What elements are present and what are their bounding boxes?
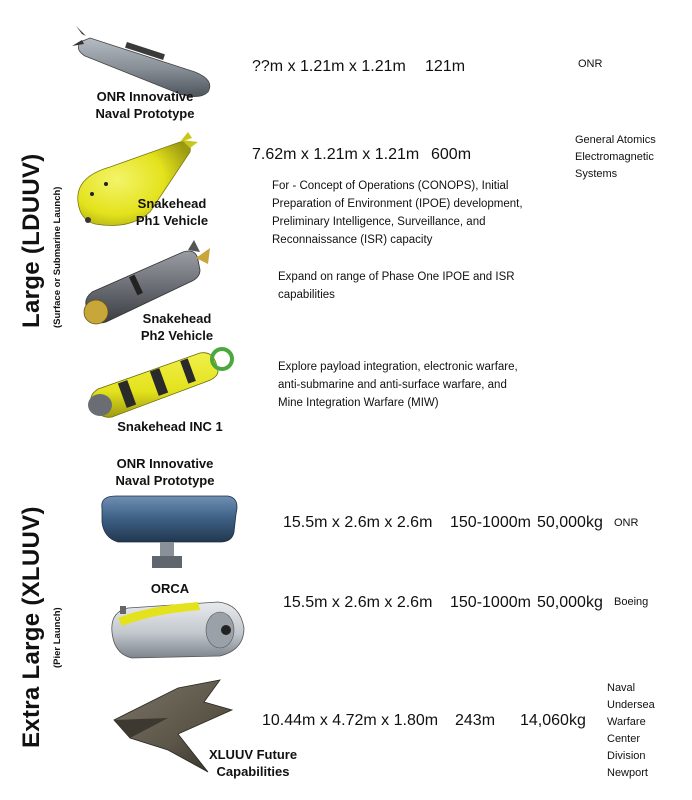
org-line: Undersea <box>607 699 655 711</box>
depth-2: 600m <box>431 146 472 163</box>
caption-xluuv-future <box>198 746 308 780</box>
org-line: Warfare <box>607 716 646 728</box>
dimensions-1: ??m x 1.21m x 1.21m <box>252 58 406 75</box>
description-2 <box>272 177 523 249</box>
dimensions-5: 15.5m x 2.6m x 2.6m <box>283 514 433 531</box>
dimensions-2: 7.62m x 1.21m x 1.21m <box>252 146 420 163</box>
caption-snakehead-ph1 <box>122 195 222 229</box>
org-line: Electromagnetic <box>575 151 654 163</box>
weight-5: 50,000kg <box>537 514 603 531</box>
description-4 <box>278 358 518 412</box>
category-title-extra-large: Extra Large (XLUUV) <box>18 506 45 748</box>
org-line: Newport <box>607 767 648 779</box>
category-subtitle-extra-large: (Pier Launch) <box>52 607 63 668</box>
snakehead-inc1-image <box>82 345 232 420</box>
caption-onr-prototype-1 <box>70 88 220 122</box>
org-line: Systems <box>575 168 618 180</box>
dimensions-6: 15.5m x 2.6m x 2.6m <box>283 594 433 611</box>
weight-6: 50,000kg <box>537 594 603 611</box>
caption-line-1: XLUUV Future <box>208 747 298 762</box>
org-line: General Atomics <box>575 134 656 146</box>
caption-line-2: Naval Prototype <box>115 473 215 488</box>
depth-7: 243m <box>455 712 496 729</box>
org-5: ONR <box>614 517 639 529</box>
description-line: Mine Integration Warfare (MIW) <box>278 397 439 409</box>
depth-1: 121m <box>425 58 466 75</box>
org-line: Center <box>607 733 641 745</box>
org-6: Boeing <box>614 596 649 608</box>
caption-line-1: ONR Innovative <box>116 456 214 471</box>
category-title-large: Large (LDUUV) <box>18 153 45 328</box>
caption-onr-prototype-2 <box>90 455 240 489</box>
caption-orca: ORCA <box>150 581 190 596</box>
depth-5: 150-1000m <box>450 514 531 531</box>
description-line: Preliminary Intelligence, Surveillance, and <box>272 216 486 228</box>
caption-line-2: Ph2 Vehicle <box>140 328 214 343</box>
caption-line-1: Snakehead <box>137 196 207 211</box>
category-subtitle-large: (Surface or Submarine Launch) <box>52 186 63 328</box>
org-1: ONR <box>578 58 603 70</box>
caption-line-2: Capabilities <box>216 764 290 779</box>
description-line: Preparation of Environment (IPOE) development, <box>272 198 523 210</box>
org-2 <box>575 132 656 183</box>
onr-prototype-blue-image <box>96 492 246 572</box>
weight-7: 14,060kg <box>520 712 586 729</box>
depth-6: 150-1000m <box>450 594 531 611</box>
orca-image <box>108 592 248 664</box>
caption-line-2: Naval Prototype <box>95 106 195 121</box>
description-line: Explore payload integration, electronic warfare, <box>278 361 518 373</box>
description-line: anti-submarine and anti-surface warfare, and <box>278 379 507 391</box>
description-line: capabilities <box>278 289 335 301</box>
description-line: Expand on range of Phase One IPOE and ISR <box>278 271 515 283</box>
dimensions-7: 10.44m x 4.72m x 1.80m <box>262 712 439 729</box>
caption-snakehead-inc1: Snakehead INC 1 <box>117 419 223 434</box>
caption-line-1: Snakehead <box>142 311 212 326</box>
org-line: Division <box>607 750 646 762</box>
caption-line-2: Ph1 Vehicle <box>135 213 209 228</box>
caption-snakehead-ph2 <box>122 310 232 344</box>
description-line: For - Concept of Operations (CONOPS), Initial <box>272 180 509 192</box>
org-7 <box>607 680 655 782</box>
org-line: Naval <box>607 682 636 694</box>
description-line: Reconnaissance (ISR) capacity <box>272 234 433 246</box>
caption-line-1: ONR Innovative <box>96 89 194 104</box>
description-3 <box>278 268 515 304</box>
